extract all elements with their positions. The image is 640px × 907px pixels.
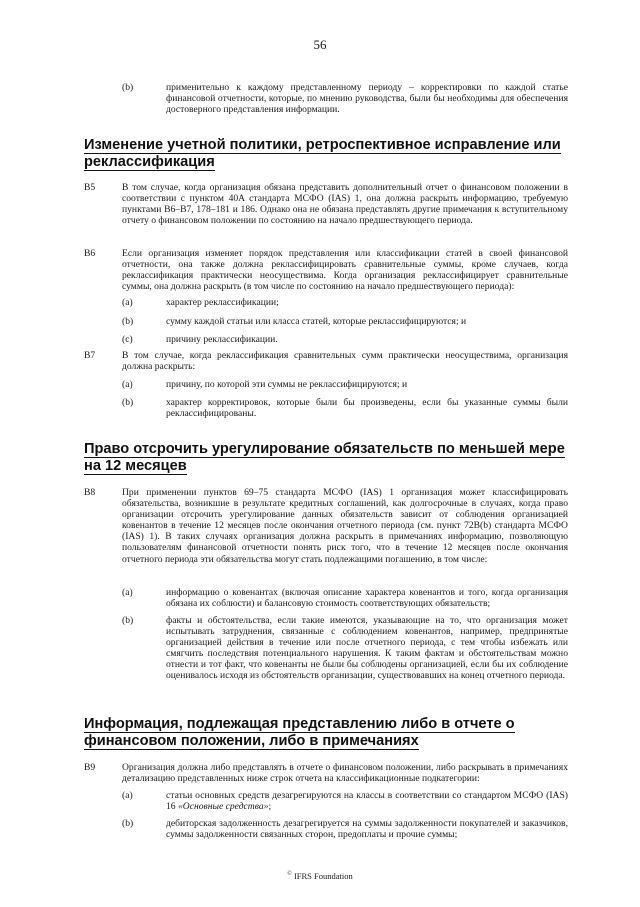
list-item-label: (b) — [122, 397, 134, 408]
list-item-label: (b) — [122, 818, 134, 829]
list-item — [122, 379, 568, 390]
list-item-text: характер реклассификации; — [166, 297, 279, 308]
list-item-text: дебиторская задолженность дезагрегируется на суммы задолженности покупателей и заказчиков, суммы задолженности связанных сторон, предоплаты и прочие суммы; — [166, 818, 568, 841]
list-item — [122, 397, 568, 419]
list-item-label: (c) — [122, 334, 133, 345]
list-item-text: применительно к каждому представленному периоду – корректировки по каждой статье финансовой отчетности, которые, по мнению руководства, были бы необходимы для обеспечения достоверного представления информации. — [166, 82, 568, 116]
paragraph-label: B9 — [84, 762, 96, 773]
paragraph-label: B5 — [84, 182, 96, 193]
copyright-symbol: © — [287, 871, 292, 878]
paragraph-text: При применении пунктов 69–75 стандарта МСФО (IAS) 1 организация может классифицировать обязательства, возникшие в результате кредитных соглашений, как долгосрочные в случаях, когда право организации отсрочить урегулирование данных обязательств зависит от соблюдения организацией ковенантов в течение 12 месяцев после окончания отчетного периода (см. пункт 72B(b) стандарта МСФО (IAS) 1). В таких случаях организация должна раскрыть в примечаниях информацию, позволяющую пользователям финансовой отчетности понять риск того, что в течение 12 месяцев после окончания отчетного периода эти обязательства могут стать подлежащими погашению, в том числе: — [122, 487, 568, 565]
section-heading-presentation: Информация, подлежащая представлению либо в отчете о финансовом положении, либо в примечаниях — [84, 716, 515, 749]
intro-list-item — [122, 82, 568, 115]
paragraph-b7 — [84, 350, 568, 372]
list-item-text: информацию о ковенантах (включая описание характера ковенантов и того, когда организация обязана их соблюсти) и балансовую стоимость соответствующих обязательств; — [166, 587, 568, 610]
paragraph-label: B7 — [84, 350, 96, 361]
list-item-text: факты и обстоятельства, если такие имеются, указывающие на то, что организация может испытывать затруднения, связанные с соблюдением ковенантов, например, предпринятые организацией действия в течение или после отчетного периода, с тем чтобы избежать или смягчить последствия потенциального нарушения. К таким фактам и обстоятельствам можно отнести и тот факт, что ковенанты не были бы соблюдены организацией, если бы их соблюдение оценивалось исходя из обстоятельств организации, существовавших на конец отчетного периода. — [166, 615, 568, 682]
section-heading-policy-change: Изменение учетной политики, ретроспективное исправление или реклассификация — [84, 137, 561, 170]
section-heading-defer-settlement: Право отсрочить урегулирование обязательств по меньшей мере на 12 месяцев — [84, 441, 565, 474]
paragraph-b5 — [84, 182, 568, 226]
paragraph-b9 — [84, 762, 568, 784]
list-item-label: (a) — [122, 379, 133, 390]
page-number: 56 — [313, 37, 327, 52]
paragraph-b8 — [84, 487, 568, 565]
footer-text: IFRS Foundation — [293, 871, 353, 881]
list-item — [122, 615, 568, 682]
paragraph-label: B6 — [84, 248, 96, 259]
list-item — [122, 818, 568, 840]
list-item — [122, 297, 568, 308]
list-item-text: сумму каждой статьи или класса статей, которые реклассифицируются; и — [166, 316, 467, 327]
list-item-text: причину реклассификации. — [166, 334, 278, 345]
paragraph-b6 — [84, 248, 568, 292]
paragraph-text: Организация должна либо представлять в отчете о финансовом положении, либо раскрывать в примечаниях детализацию представленных ниже строк отчета на классификационные подкатегории: — [122, 762, 568, 785]
paragraph-text: В том случае, когда реклассификация сравнительных сумм практически неосуществима, организация должна раскрыть: — [122, 350, 568, 373]
list-item — [122, 334, 568, 345]
list-item-label: (b) — [122, 316, 134, 327]
list-item-label: (b) — [122, 615, 134, 626]
footer — [0, 871, 640, 881]
list-item — [122, 790, 568, 812]
paragraph-text: В том случае, когда организация обязана представить дополнительный отчет о финансовом положении в соответствии с пунктом 40A стандарта МСФО (IAS) 1, она должна раскрыть информацию, требуемую пунктами B6–B7, 178–181 и 186. Однако она не обязана представлять другие примечания к вступительному отчету о финансовом положении по состоянию на начало предшествующего периода. — [122, 182, 568, 227]
list-item-label: (a) — [122, 587, 133, 598]
list-item-label: (a) — [122, 297, 133, 308]
list-item — [122, 587, 568, 609]
list-item-label: (b) — [122, 82, 134, 93]
list-item — [122, 316, 568, 327]
paragraph-label: B8 — [84, 487, 96, 498]
list-item-text: причину, по которой эти суммы не реклассифицируются; и — [166, 379, 408, 390]
paragraph-text: Если организация изменяет порядок представления или классификации статей в своей финансовой отчетности, она также должна реклассифицировать сравнительные суммы, кроме случаев, когда реклассификация практически неосуществима. Когда организация реклассифицирует сравнительные суммы, она должна раскрыть (в том числе по состоянию на начало предшествующего периода): — [122, 248, 568, 293]
list-item-text: характер корректировок, которые были бы произведены, если бы указанные суммы были реклассифицированы. — [166, 397, 568, 420]
list-item-label: (a) — [122, 790, 133, 801]
list-item-text: статьи основных средств дезагрегируются на классы в соответствии со стандартом МСФО (IAS) 16 «Основные средства»; — [166, 790, 568, 813]
